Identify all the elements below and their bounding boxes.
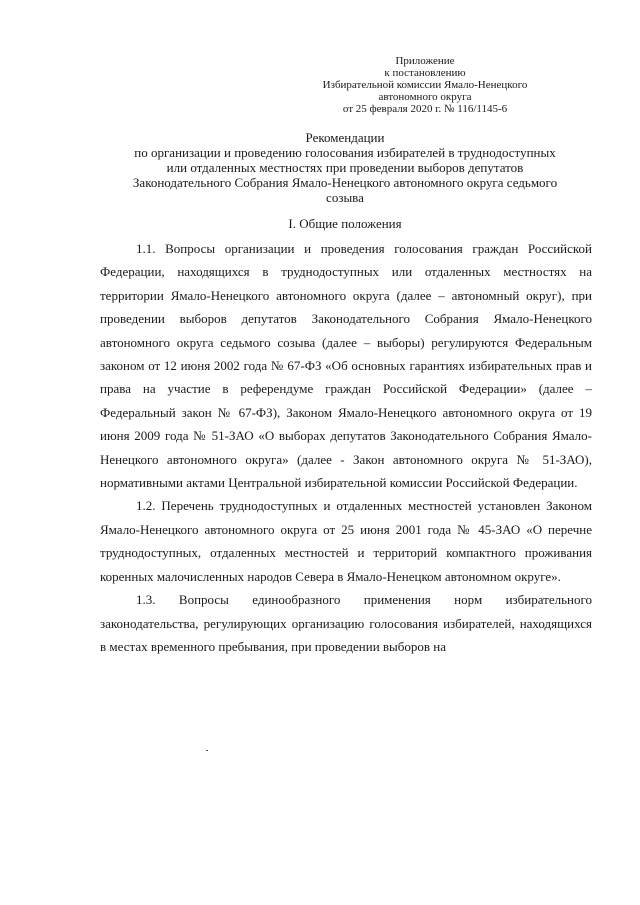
title-heading: Рекомендации	[305, 130, 385, 145]
title-line: или отдаленных местностях при проведении выборов депутатов	[166, 160, 524, 175]
appendix-line: к постановлению	[384, 67, 466, 79]
appendix-block	[300, 55, 550, 115]
paragraph-1-2: 1.2. Перечень труднодоступных и отдаленных местностей установлен Законом Ямало-Ненецкого автономного округа от 25 июня 2001 года № 45-ЗАО «О перечне труднодоступных, отдаленных местностей и территорий компактного проживания коренных малочисленных народов Севера в Ямало-Ненецком автономном округе».	[100, 498, 592, 584]
title-line: по организации и проведению голосования избирателей в труднодоступных	[134, 145, 556, 160]
appendix-line: от 25 февраля 2020 г. № 116/1145-6	[342, 103, 508, 115]
appendix-line: автономного округа	[378, 91, 472, 103]
document-body	[100, 237, 592, 658]
appendix-line: Избирательной комиссии Ямало-Ненецкого	[322, 79, 528, 91]
section-heading: I. Общие положения	[288, 216, 402, 231]
title-line: созыва	[326, 190, 364, 205]
appendix-line: Приложение	[395, 55, 455, 67]
title-line: Законодательного Собрания Ямало-Ненецкого автономного округа седьмого	[132, 175, 558, 190]
paragraph-1-3: 1.3. Вопросы единообразного применения норм избирательного законодательства, регулирующих организацию голосования избирателей, находящихся в местах временного пребывания, при проведении выборов на	[100, 592, 592, 654]
paragraph-1-1: 1.1. Вопросы организации и проведения голосования граждан Российской Федерации, находящихся в труднодоступных или отдаленных местностях на территории Ямало-Ненецкого автономного округа (далее – автономный округ), при проведении выборов депутатов Законодательного Собрания Ямало-Ненецкого автономного округа седьмого созыва (далее – выборы) регулируются Федеральным законом от 12 июня 2002 года № 67-ФЗ «Об основных гарантиях избирательных прав и права на участие в референдуме граждан Российской Федерации» (далее – Федеральный закон № 67-ФЗ), Законом Ямало-Ненецкого автономного округа от 19 июня 2009 года № 51-ЗАО «О выборах депутатов Законодательного Собрания Ямало-Ненецкого автономного округа» (далее - Закон автономного округа № 51-ЗАО), нормативными актами Центральной избирательной комиссии Российской Федерации.	[100, 241, 592, 491]
document-title	[95, 130, 595, 205]
scan-speck	[206, 750, 208, 751]
